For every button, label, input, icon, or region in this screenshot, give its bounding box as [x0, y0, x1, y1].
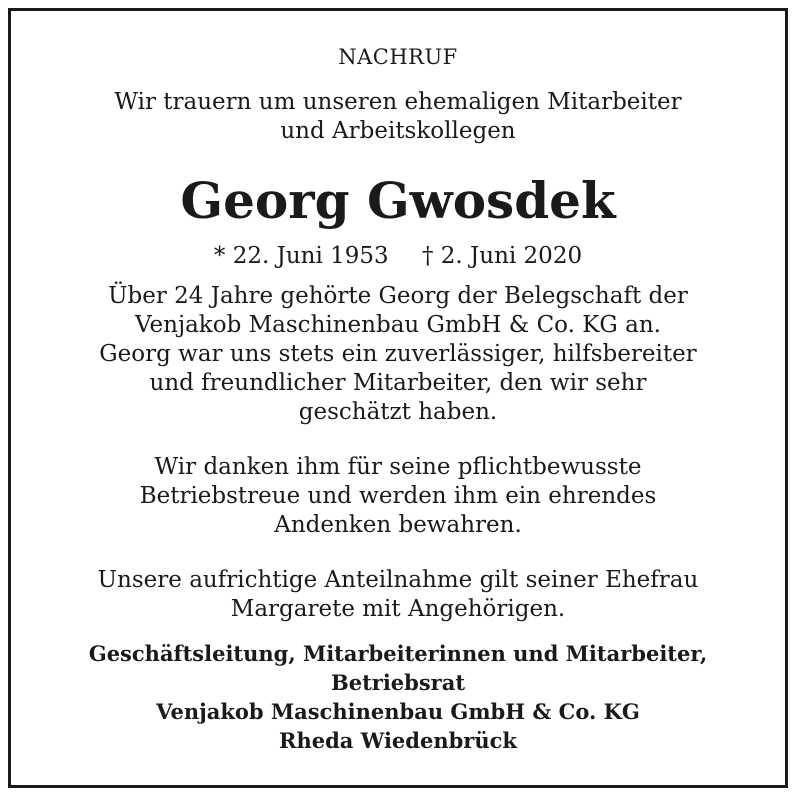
death-date: † 2. Juni 2020 [421, 243, 583, 269]
intro-line: Wir trauern um unseren ehemaligen Mitarbeiter [114, 89, 682, 115]
signature-line: Rheda Wiedenbrück [279, 728, 517, 753]
paragraph-line: Andenken bewahren. [274, 512, 522, 538]
paragraph-line: Wir danken ihm für seine pflichtbewusste [154, 454, 642, 480]
thanks-paragraph [11, 453, 785, 540]
life-dates [11, 241, 785, 271]
paragraph-line: Venjakob Maschinenbau GmbH & Co. KG an. [135, 312, 661, 338]
signature-line: Geschäftsleitung, Mitarbeiterinnen und Mitarbeiter, [88, 641, 708, 666]
intro-text [11, 88, 785, 146]
signature-line: Venjakob Maschinenbau GmbH & Co. KG [156, 699, 640, 724]
signature-block [11, 639, 785, 755]
birth-date: * 22. Juni 1953 [213, 243, 389, 269]
condolence-paragraph [11, 566, 785, 624]
paragraph-line: Über 24 Jahre gehörte Georg der Belegschaft der [108, 283, 688, 309]
paragraph-line: und freundlicher Mitarbeiter, den wir sehr [149, 370, 647, 396]
notice-heading: NACHRUF [338, 45, 458, 69]
paragraph-line: Unsere aufrichtige Anteilnahme gilt seiner Ehefrau [97, 567, 699, 593]
deceased-name: Georg Gwosdek [180, 171, 616, 230]
tribute-paragraph [11, 282, 785, 427]
intro-line: und Arbeitskollegen [280, 118, 516, 144]
paragraph-line: Betriebstreue und werden ihm ein ehrendes [139, 483, 657, 509]
paragraph-line: Margarete mit Angehörigen. [230, 596, 566, 622]
paragraph-line: Georg war uns stets ein zuverlässiger, hilfsbereiter [99, 341, 697, 367]
signature-line: Betriebsrat [330, 670, 466, 695]
paragraph-line: geschätzt haben. [298, 399, 498, 425]
